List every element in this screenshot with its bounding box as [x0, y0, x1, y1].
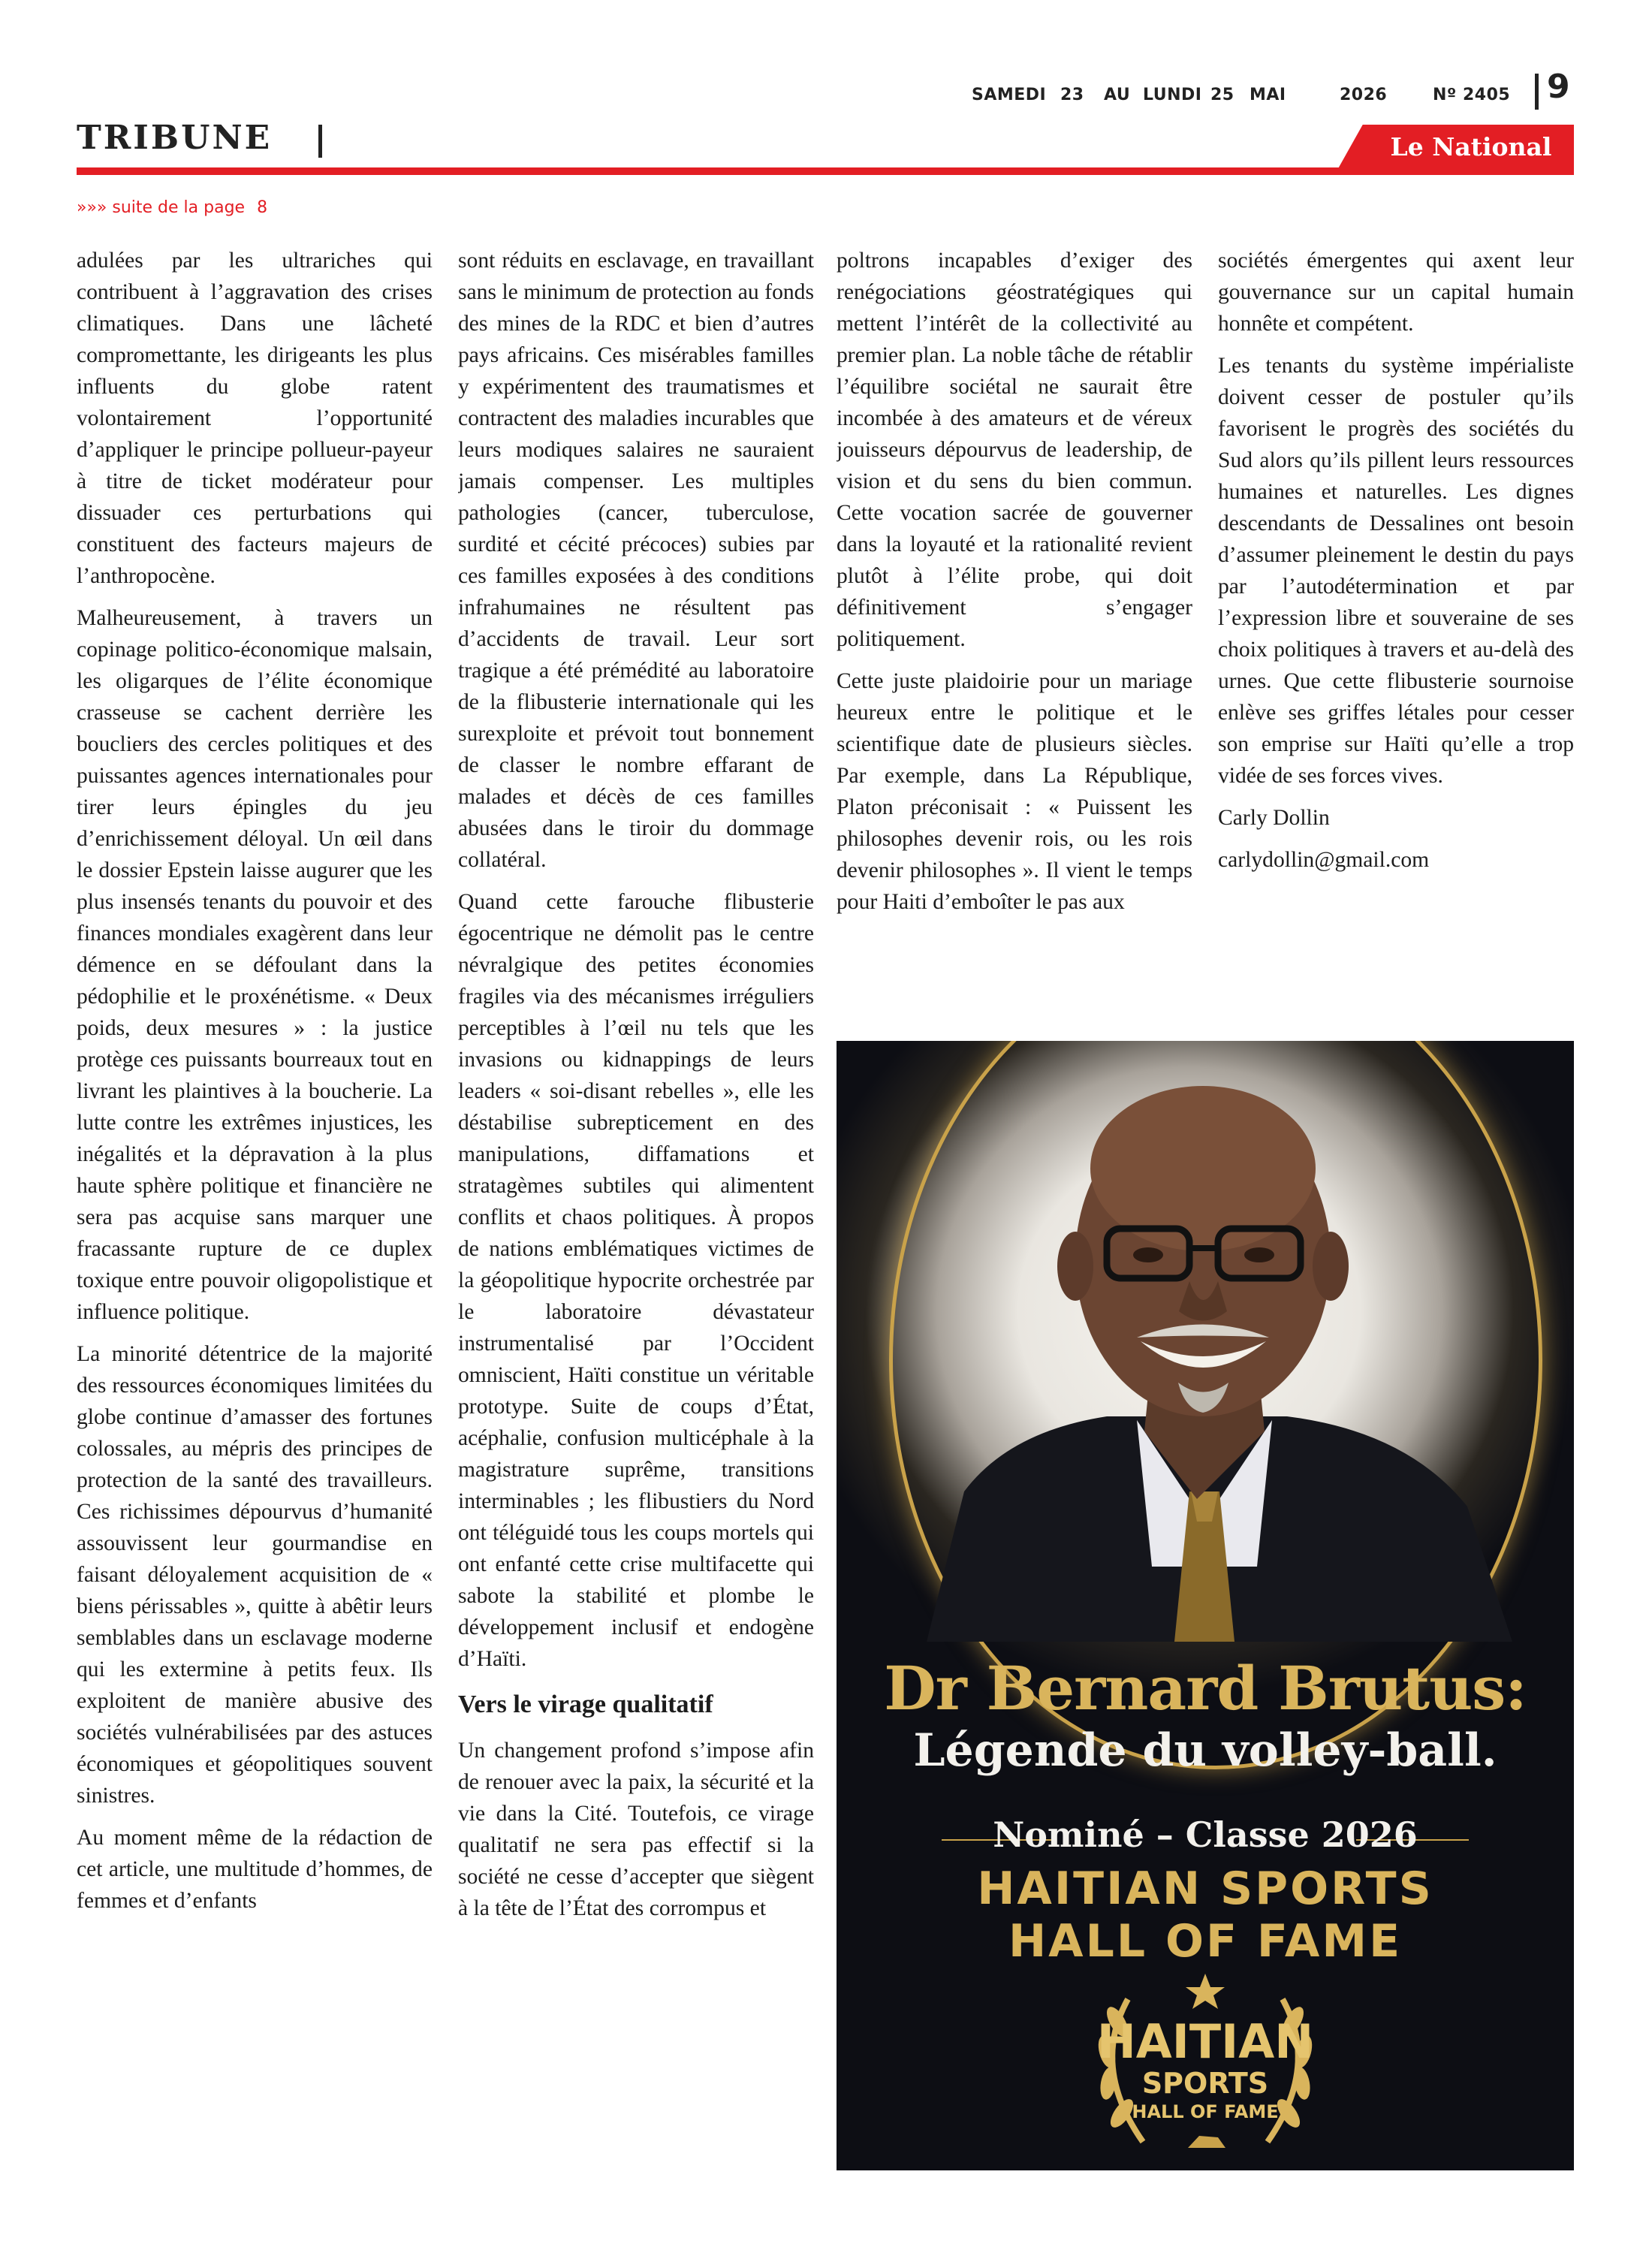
paragraph: La minorité détentrice de la majorité des ressources économiques limitées du globe continue d’amasser des fortunes colossales, au mépris des principes de protection de la santé des travailleurs. Ces richissimes dépourvus d’humanité assouvissent leur gourmandise en faisant déloyalement acquisition de « biens périssables », quitte à abêtir leurs semblables dans un esclavage moderne qui les extermine à petits feux. Ils exploitent de manière abusive des sociétés vulnérabilisées par des astuces économiques et géopolitiques souvent sinistres.	[77, 1342, 433, 1808]
paragraph: Cette juste plaidoirie pour un mariage heureux entre le politique et le scientifique date de plusieurs siècles. Par exemple, dans La République, Platon préconisait : « Puissent les philosophes devenir rois, ou les rois devenir philosophes ». Il vient le temps pour Haiti d’emboîter le pas aux	[837, 669, 1192, 914]
date-connector: AU	[1104, 86, 1131, 104]
date-day-end: LUNDI	[1143, 86, 1202, 104]
paragraph: adulées par les ultrariches qui contribuent à l’aggravation des crises climatiques. Dans une lâcheté compromettante, les dirigeants les plus influents du globe ratent volontairement l’opportunité d’appliquer le principe pollueur-payeur à titre de ticket modérateur pour dissuader ces perturbations qui constituent des facteurs majeurs de l’anthropocène.	[77, 249, 433, 588]
portrait-photo	[837, 1041, 1574, 1642]
paragraph: Quand cette farouche flibusterie égocentrique ne démolit pas le centre névralgique des petites économies fragiles via des mécanismes irréguliers perceptibles à l’œil nu tels que les invasions ou kidnappings de leurs leaders « soi-disant rebelles », elle les déstabilise subrepticement en des manipulations, diffamations et stratagèmes subtiles qui alimentent conflits et chaos politiques. À propos de nations emblématiques victimes de la géopolitique hypocrite orchestrée par le laboratoire dévastateur instrumentalisé par l’Occident omniscient, Haïti constitue un véritable prototype. Suite de coups d’État, acéphalie, confusion multicéphale à la magistrature suprême, transitions interminables ; les flibustiers du Nord ont téléguidé tous les coups mortels qui ont enfanté cette crise multifacette qui sabote la stabilité et plombe le développement inclusif et endogène d’Haïti.	[458, 890, 814, 1671]
ad-hall-of-fame-line-1: HAITIAN SPORTS	[977, 1862, 1433, 1915]
ad-subtitle: Légende du volley-ball.	[913, 1724, 1497, 1777]
issue-number: Nº 2405	[1433, 86, 1511, 104]
section-title-divider	[318, 125, 322, 158]
issue-date-line	[972, 86, 1542, 111]
continued-page: 8	[257, 198, 268, 217]
ad-nomination: Nominé – Classe 2026	[993, 1814, 1418, 1855]
date-number-start: 23	[1060, 86, 1084, 104]
paragraph: poltrons incapables d’exiger des renégociations géostratégiques qui mettent l’intérêt de la collectivité au premier plan. La noble tâche de rétablir l’équilibre sociétal ne saurait être incombée à des amateurs et de véreux jouisseurs dépourvus de leadership, de vision et du sens du bien commun. Cette vocation sacrée de gouverner dans la loyauté et la rationalité revient plutôt à l’élite probe, qui doit définitivement s’engager politiquement.	[837, 249, 1192, 651]
logo-word-hall-of-fame: HALL OF FAME	[1132, 2101, 1279, 2122]
logo-word-sports: SPORTS	[1141, 2067, 1269, 2100]
author-name: Carly Dollin	[1218, 806, 1330, 830]
ad-hall-of-fame-line-2: HALL OF FAME	[1008, 1915, 1403, 1968]
article-column-1	[77, 245, 433, 2178]
paragraph: sont réduits en esclavage, en travaillant sans le minimum de protection au fonds des mines de la RDC et bien d’autres pays africains. Ces misérables familles y expérimentent des traumatismes et contractent des maladies incurables que leurs modiques salaires ne sauraient jamais compenser. Les multiples pathologies (cancer, tuberculose, surdité et cécité précoces) subies par ces familles exposées à des conditions infrahumaines ne résultent pas d’accidents de travail. Leur sort tragique a été prémédité au laboratoire de la flibusterie internationale qui les surexploite et prévoit tout bonnement de classer le nombre effarant de malades et décès de ces familles abusées dans le tiroir du dommage collatéral.	[458, 249, 814, 872]
continued-label: »»» suite de la page	[77, 198, 246, 217]
paragraph: sociétés émergentes qui axent leur gouvernance sur un capital humain honnête et compétent.	[1218, 249, 1574, 336]
article-column-2	[458, 245, 814, 2178]
subheading: Vers le virage qualitatif	[458, 1691, 713, 1718]
date-year: 2026	[1340, 86, 1388, 104]
ad-title: Dr Bernard Brutus:	[884, 1653, 1527, 1724]
paragraph: Malheureusement, à travers un copinage politico-économique malsain, les oligarques de l’élite économique crasseuse se cachent derrière les boucliers des cercles politiques et des puissantes agences internationales pour tirer leurs épingles du jeu d’enrichissement déloyal. Un œil dans le dossier Epstein laisse augurer que les plus insensés tenants du pouvoir et des finances mondiales exagèrent dans leur démence en se défoulant dans la pédophilie et le proxénétisme. « Deux poids, deux mesures » : la justice protège ces puissants bourreaux tout en livrant les plaintives à la boucherie. La lutte contre les extrêmes injustices, les inégalités et la dépravation à la plus haute sphère politique et financière ne sera pas acquise sans marquer une fracassante rupture de ce duplex toxique entre pouvoir oligopolistique et influence politique.	[77, 606, 433, 1324]
page-number-divider	[1535, 74, 1539, 110]
article-column-4	[1218, 245, 1574, 1026]
section-title: TRIBUNE	[77, 119, 273, 157]
page-number: 9	[1547, 68, 1570, 106]
date-day-start: SAMEDI	[972, 86, 1047, 104]
paragraph: Les tenants du système impérialiste doivent cesser de postuler qu’ils favorisent le progrès des sociétés du Sud alors qu’ils pillent leurs ressources humaines et naturelles. Les dignes descendants de Dessalines ont besoin d’assumer pleinement le destin du pays par l’autodétermination et par l’expression libre et souveraine de ses choix politiques à travers et au-delà des urnes. Que cette flibusterie sournoise enlève ses griffes létales pour cesser son emprise sur Haïti qu’elle a trop vidée de ses forces vives.	[1218, 354, 1574, 788]
paragraph: Au moment même de la rédaction de cet article, une multitude d’hommes, de femmes et d’enfants	[77, 1826, 433, 1913]
hall-of-fame-advertisement	[837, 1041, 1574, 2170]
date-number-end: 25	[1210, 86, 1234, 104]
publication-name: Le National	[1390, 132, 1552, 161]
article-column-3	[837, 245, 1192, 1026]
author-email: carlydollin@gmail.com	[1218, 848, 1430, 872]
continued-from	[77, 198, 267, 217]
paragraph: Un changement profond s’impose afin de renouer avec la paix, la sécurité et la vie dans la Cité. Toutefois, ce virage qualitatif ne sera pas effectif si la société ne cesse d’accepter que siègent à la tête de l’État des corrompus et	[458, 1739, 814, 1920]
date-month: MAI	[1250, 86, 1286, 104]
logo-word-haitian: HAITIAN	[1096, 2014, 1314, 2069]
